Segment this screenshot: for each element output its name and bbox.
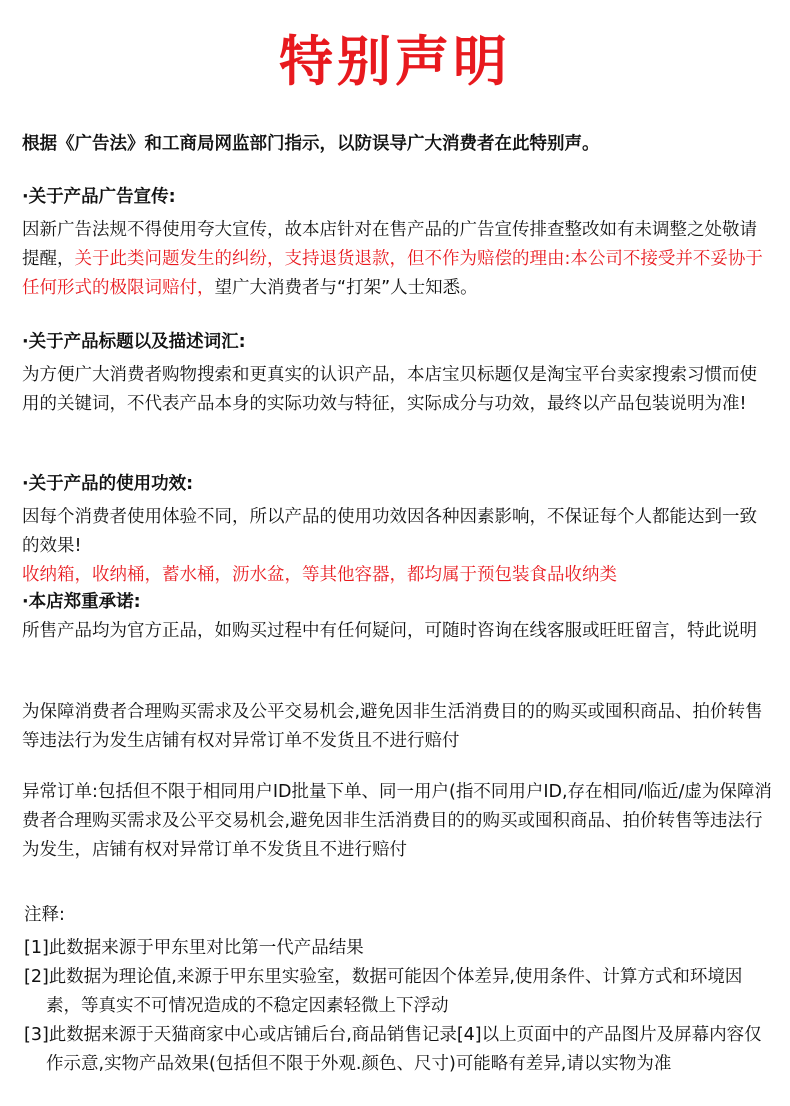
section-efficacy bbox=[22, 470, 774, 590]
section-body bbox=[22, 216, 774, 303]
body-text: 因新广告法规不得使用夸大宣传，故本店针对在售产品的广告宣传排查整改如有未调整之处敬请提醒， bbox=[22, 220, 757, 269]
section-title-description bbox=[22, 328, 774, 419]
section-heading: ·本店郑重承诺: bbox=[22, 592, 141, 612]
section-heading: ·关于产品的使用功效: bbox=[22, 474, 194, 494]
purchase-policy: 为保障消费者合理购买需求及公平交易机会,避免因非生活消费目的的购买或囤积商品、拍价转售等违法行为发生店铺有权对异常订单不发货且不进行赔付 bbox=[22, 702, 763, 751]
section-promise bbox=[22, 588, 774, 646]
warning-text: 关于此类问题发生的纠纷，支持退货退款，但不作为赔偿的理由:本公司不接受并不妥协于任何形式的极限词赔付， bbox=[22, 249, 763, 298]
note-item-2: [2]此数据为理论值,来源于甲东里实验室，数据可能因个体差异,使用条件、计算方式和环境因素，等真实不可情况造成的不稳定因素轻微上下浮动 bbox=[24, 967, 743, 1016]
section-advertising bbox=[22, 183, 774, 303]
notes-section bbox=[24, 901, 776, 1079]
section-heading: ·关于产品标题以及描述词汇: bbox=[22, 332, 246, 352]
warning-text: 收纳箱，收纳桶，蓄水桶，沥水盆，等其他容器，都均属于预包装食品收纳类 bbox=[22, 565, 617, 585]
abnormal-order-policy: 异常订单:包括但不限于相同用户ID批量下单、同一用户(指不同用户ID,存在相同/临近/虚为保障消费者合理购买需求及公平交易机会,避免因非生活消费目的的购买或囤积商品、拍价转售等违法行为发生，店铺有权对异常订单不发货且不进行赔付 bbox=[22, 782, 772, 860]
notes-heading: 注释: bbox=[24, 905, 65, 925]
section-body: 因每个消费者使用体验不同，所以产品的使用功效因各种因素影响，不保证每个人都能达到一致的效果! bbox=[22, 507, 757, 556]
section-body: 所售产品均为官方正品，如购买过程中有任何疑问，可随时咨询在线客服或旺旺留言，特此说明 bbox=[22, 621, 757, 641]
section-body: 为方便广大消费者购物搜索和更真实的认识产品，本店宝贝标题仅是淘宝平台卖家搜索习惯而使用的关键词，不代表产品本身的实际功效与特征，实际成分与功效，最终以产品包装说明为准! bbox=[22, 365, 757, 414]
section-heading: ·关于产品广告宣传: bbox=[22, 187, 176, 207]
lead-statement: 根据《广告法》和工商局网监部门指示，以防误导广大消费者在此特别声。 bbox=[22, 134, 600, 154]
body-text: 望广大消费者与“打架”人士知悉。 bbox=[214, 278, 478, 298]
page-title: 特别声明 bbox=[279, 30, 511, 93]
note-item-3: [3]此数据来源于天猫商家中心或店铺后台,商品销售记录[4]以上页面中的产品图片及屏幕内容仅作示意,实物产品效果(包括但不限于外观.颜色、尺寸)可能略有差异,请以实物为准 bbox=[24, 1025, 762, 1074]
note-item-1: [1]此数据来源于甲东里对比第一代产品结果 bbox=[24, 938, 364, 958]
